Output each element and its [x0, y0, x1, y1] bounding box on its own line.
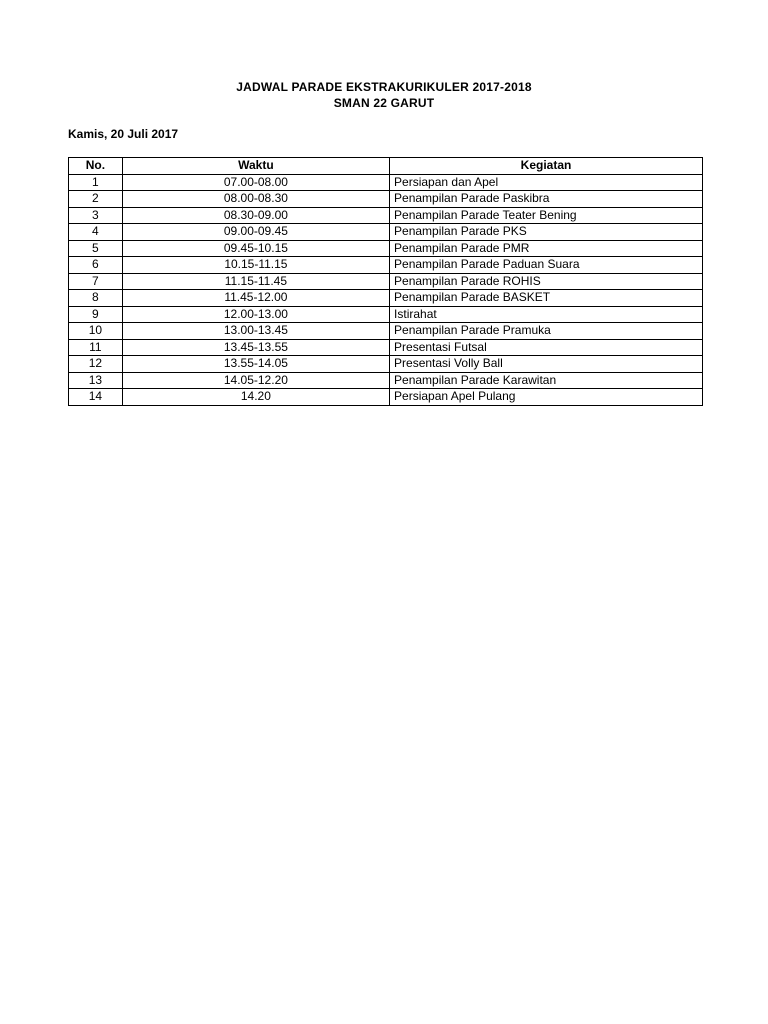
- cell-kegiatan: Persiapan dan Apel: [390, 174, 703, 191]
- table-row: [69, 323, 703, 340]
- table-row: [69, 290, 703, 307]
- cell-kegiatan: Penampilan Parade BASKET: [390, 290, 703, 307]
- cell-kegiatan: Penampilan Parade Karawitan: [390, 372, 703, 389]
- cell-no: 4: [69, 224, 123, 241]
- cell-waktu: 07.00-08.00: [122, 174, 389, 191]
- table-row: [69, 389, 703, 406]
- cell-kegiatan: Istirahat: [390, 306, 703, 323]
- table-row: [69, 207, 703, 224]
- cell-no: 9: [69, 306, 123, 323]
- table-row: [69, 191, 703, 208]
- cell-no: 3: [69, 207, 123, 224]
- cell-no: 7: [69, 273, 123, 290]
- header-kegiatan: Kegiatan: [390, 158, 703, 175]
- cell-kegiatan: Penampilan Parade PKS: [390, 224, 703, 241]
- header-waktu: Waktu: [122, 158, 389, 175]
- table-row: [69, 174, 703, 191]
- cell-kegiatan: Penampilan Parade Paskibra: [390, 191, 703, 208]
- cell-waktu: 13.00-13.45: [122, 323, 389, 340]
- cell-no: 6: [69, 257, 123, 274]
- cell-no: 8: [69, 290, 123, 307]
- cell-no: 2: [69, 191, 123, 208]
- cell-no: 13: [69, 372, 123, 389]
- table-row: [69, 257, 703, 274]
- cell-kegiatan: Persiapan Apel Pulang: [390, 389, 703, 406]
- cell-waktu: 11.15-11.45: [122, 273, 389, 290]
- document-subtitle: SMAN 22 GARUT: [333, 96, 435, 110]
- cell-waktu: 11.45-12.00: [122, 290, 389, 307]
- cell-waktu: 08.00-08.30: [122, 191, 389, 208]
- table-header-row: [69, 158, 703, 175]
- document-date: Kamis, 20 Juli 2017: [68, 127, 179, 141]
- cell-no: 12: [69, 356, 123, 373]
- cell-no: 1: [69, 174, 123, 191]
- cell-no: 5: [69, 240, 123, 257]
- table-row: [69, 372, 703, 389]
- cell-waktu: 08.30-09.00: [122, 207, 389, 224]
- cell-waktu: 14.20: [122, 389, 389, 406]
- cell-waktu: 10.15-11.15: [122, 257, 389, 274]
- header-no: No.: [69, 158, 123, 175]
- cell-no: 10: [69, 323, 123, 340]
- table-row: [69, 224, 703, 241]
- cell-kegiatan: Penampilan Parade Paduan Suara: [390, 257, 703, 274]
- cell-waktu: 14.05-12.20: [122, 372, 389, 389]
- cell-kegiatan: Penampilan Parade Pramuka: [390, 323, 703, 340]
- cell-waktu: 13.45-13.55: [122, 339, 389, 356]
- schedule-table: [68, 157, 703, 406]
- table-row: [69, 306, 703, 323]
- schedule-body: [69, 174, 703, 405]
- cell-waktu: 13.55-14.05: [122, 356, 389, 373]
- document-title: JADWAL PARADE EKSTRAKURIKULER 2017-2018: [236, 80, 532, 94]
- table-row: [69, 356, 703, 373]
- cell-waktu: 12.00-13.00: [122, 306, 389, 323]
- table-row: [69, 273, 703, 290]
- cell-kegiatan: Presentasi Futsal: [390, 339, 703, 356]
- cell-kegiatan: Presentasi Volly Ball: [390, 356, 703, 373]
- cell-kegiatan: Penampilan Parade PMR: [390, 240, 703, 257]
- cell-no: 11: [69, 339, 123, 356]
- table-row: [69, 339, 703, 356]
- cell-waktu: 09.45-10.15: [122, 240, 389, 257]
- table-row: [69, 240, 703, 257]
- cell-kegiatan: Penampilan Parade Teater Bening: [390, 207, 703, 224]
- cell-kegiatan: Penampilan Parade ROHIS: [390, 273, 703, 290]
- cell-waktu: 09.00-09.45: [122, 224, 389, 241]
- cell-no: 14: [69, 389, 123, 406]
